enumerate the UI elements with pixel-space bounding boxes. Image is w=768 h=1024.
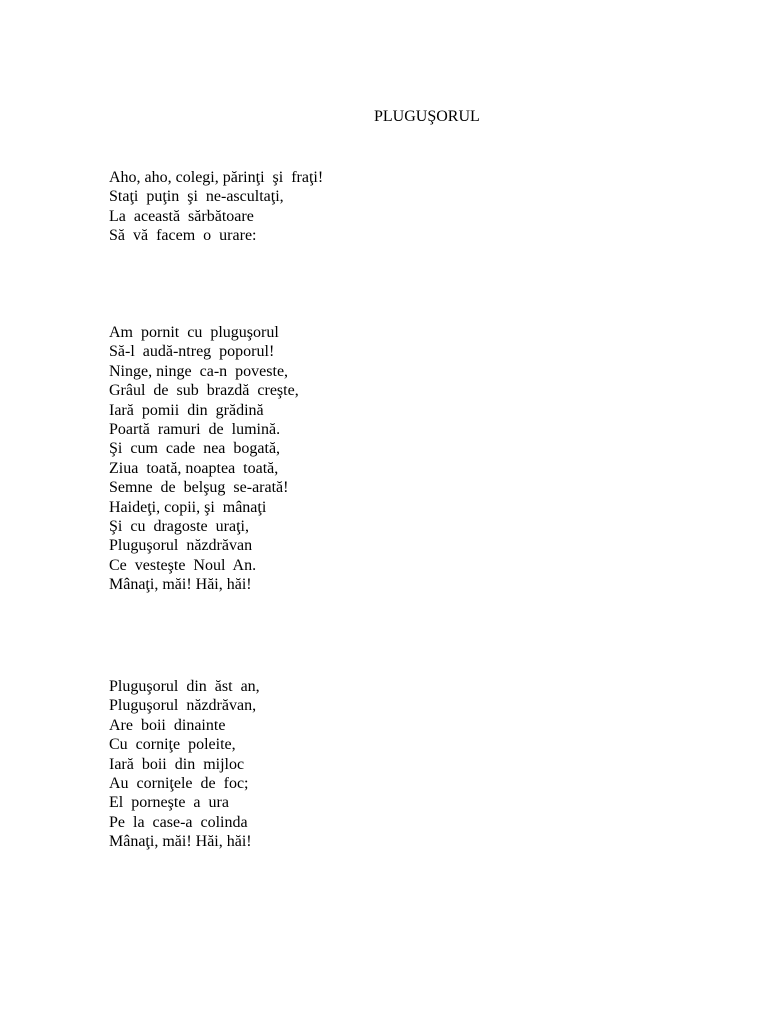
poem-line: Staţi puţin şi ne-ascultaţi, <box>109 188 284 206</box>
stanza <box>109 168 323 246</box>
poem-line: Am pornit cu pluguşorul <box>109 324 279 341</box>
poem-line: Şi cu dragoste uraţi, <box>109 518 249 536</box>
poem-title: PLUGUŞORUL <box>374 108 480 125</box>
poem-line: La această sărbătoare <box>109 207 254 225</box>
poem-line: El porneşte a ura <box>109 794 229 812</box>
poem-line: Ce vesteşte Noul An. <box>109 556 257 574</box>
poem-line: Cu corniţe poleite, <box>109 736 236 754</box>
poem-line: Pluguşorul năzdrăvan <box>109 537 253 555</box>
poem-line: Are boii dinainte <box>109 716 226 734</box>
poem-line: Mânaţi, măi! Hăi, hăi! <box>109 576 252 594</box>
poem-line: Pluguşorul năzdrăvan, <box>109 697 257 715</box>
poem-line: Aho, aho, colegi, părinţi şi fraţi! <box>109 169 324 186</box>
poem-line: Şi cum cade nea bogată, <box>109 440 281 458</box>
poem-line: Semne de belşug se-arată! <box>109 479 289 497</box>
poem-line: Haideţi, copii, şi mânaţi <box>109 498 267 516</box>
poem-line: Să vă facem o urare: <box>109 227 257 245</box>
poem-line: Iară boii din mijloc <box>109 755 245 773</box>
poem-line: Au corniţele de foc; <box>109 775 249 793</box>
poem-line: Pe la case-a colinda <box>109 813 248 831</box>
stanza <box>109 323 299 595</box>
poem-line: Mânaţi, măi! Hăi, hăi! <box>109 833 252 851</box>
stanza <box>109 677 260 852</box>
poem-line: Pluguşorul din ăst an, <box>109 678 260 695</box>
poem-line: Grâul de sub brazdă creşte, <box>109 382 299 400</box>
poem-line: Iară pomii din grădină <box>109 401 264 419</box>
poem-line: Ziua toată, noaptea toată, <box>109 459 279 477</box>
poem-line: Să-l audă-ntreg poporul! <box>109 343 275 361</box>
poem-line: Poartă ramuri de lumină. <box>109 421 281 439</box>
poem-line: Ninge, ninge ca-n poveste, <box>109 362 289 380</box>
